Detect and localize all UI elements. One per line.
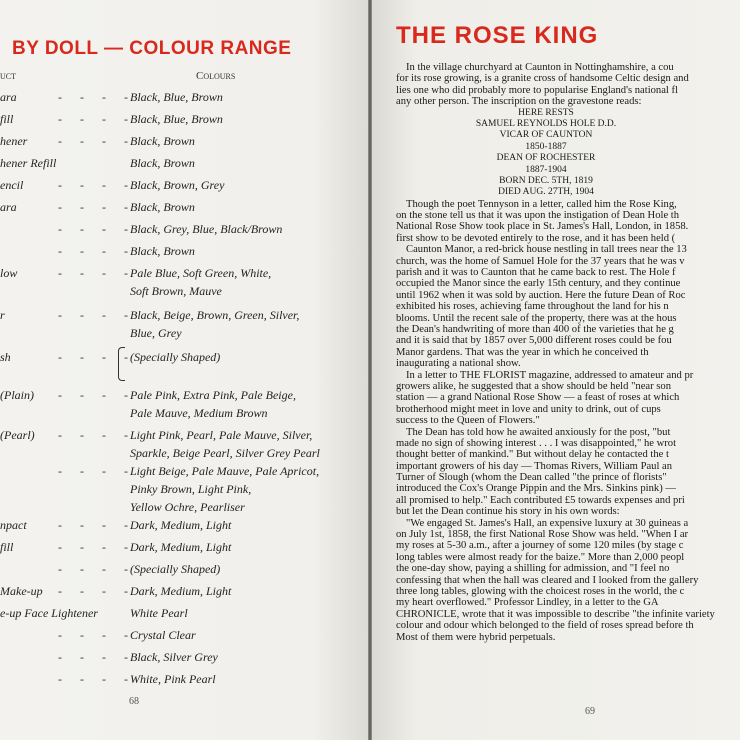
text-line: occupied the Manor since the early 15th century, and they continue xyxy=(396,278,681,290)
text-line: but let the Dean continue his story in his own words: xyxy=(396,506,620,518)
colour-list xyxy=(130,220,345,238)
colour-list xyxy=(130,538,345,556)
colour-line: Blue, Grey xyxy=(130,326,182,340)
colour-list xyxy=(130,198,345,216)
colour-list xyxy=(130,154,345,172)
product-column-header: uct xyxy=(0,70,16,82)
text-line: brotherhood might meet in love and unity to drink, out of cups xyxy=(396,403,661,415)
text-line: Most of them were hybrid perpetuals. xyxy=(396,631,556,643)
leader-dashes: - - - - xyxy=(58,200,128,214)
colour-list xyxy=(130,462,345,516)
colour-line: Black, Brown xyxy=(130,200,195,214)
leader-dashes: - - - - xyxy=(58,428,128,442)
text-line: any other person. The inscription on the gravestone reads: xyxy=(396,96,642,108)
text-line: introduced the Cox's Orange Pippin and the Mrs. Sinkins pink) — xyxy=(396,483,676,495)
leader-dashes: - - - - xyxy=(58,266,128,280)
text-line: the one-day show, paying a shilling for admission, and "I feel no xyxy=(396,563,670,575)
text-line: exhibited his roses, achieving fame throughout the land for his n xyxy=(396,301,669,313)
text-line: Caunton Manor, a red-brick house nestling in tall trees near the 13 xyxy=(406,244,687,256)
text-line: colour and odour which belonged to the field of roses spread before th xyxy=(396,620,694,632)
colour-line: White, Pink Pearl xyxy=(130,672,216,686)
text-line: for its rose growing, is a granite cross of handsome Celtic design and xyxy=(396,73,689,85)
right-page xyxy=(372,0,740,740)
product-name: fill xyxy=(0,540,14,554)
text-line: on July 1st, 1858, the first National Rose Show was held. "When I ar xyxy=(396,529,689,541)
colour-list xyxy=(130,648,345,666)
colour-line: Black, Brown xyxy=(130,134,195,148)
leader-dashes: - - - - xyxy=(58,562,128,576)
product-name: r xyxy=(0,308,5,322)
leader-dashes: - - - - xyxy=(58,584,128,598)
colour-line: Light Beige, Pale Mauve, Pale Apricot, xyxy=(130,464,320,478)
text-line: long tables were almost ready for the baize." More than 2,000 peopl xyxy=(396,551,685,563)
colour-line: Black, Brown xyxy=(130,156,195,170)
inscription-line: DIED AUG. 27TH, 1904 xyxy=(498,187,594,198)
leader-dashes: - - - - xyxy=(58,134,128,148)
colour-line: Sparkle, Beige Pearl, Silver Grey Pearl xyxy=(130,446,320,460)
colour-line: Black, Blue, Brown xyxy=(130,112,223,126)
leader-dashes: - - - - xyxy=(58,112,128,126)
colour-list xyxy=(130,426,345,462)
colour-line: Black, Blue, Brown xyxy=(130,90,223,104)
colour-line: (Specially Shaped) xyxy=(130,562,221,576)
product-name: sh xyxy=(0,350,11,364)
text-line: Manor gardens. That was the year in which he conceived th xyxy=(396,346,649,358)
leader-dashes: - - - - xyxy=(58,222,128,236)
product-name: e-up Face Lightener xyxy=(0,606,98,620)
colour-list xyxy=(130,242,345,260)
inscription-line: 1887-1904 xyxy=(525,164,567,175)
leader-dashes: - - - - xyxy=(58,90,128,104)
colour-line: Black, Silver Grey xyxy=(130,650,218,664)
colour-list xyxy=(130,604,345,622)
product-name: hener Refill xyxy=(0,156,57,170)
colour-line: Black, Grey, Blue, Black/Brown xyxy=(130,222,283,236)
text-line: all promised to help." Each contributed £5 towards expenses and pri xyxy=(396,494,685,506)
text-line: CHRONICLE, wrote that it was impossible to describe "the infinite variety xyxy=(396,608,715,620)
page-number-left: 68 xyxy=(129,696,139,707)
article-body xyxy=(396,62,740,643)
text-line: first show to be devoted entirely to the rose, and it has been held ( xyxy=(396,232,676,244)
colour-range-heading: BY DOLL — COLOUR RANGE xyxy=(12,38,292,59)
text-line: thought better of mankind." But without delay he contacted the t xyxy=(396,449,669,461)
colour-list xyxy=(130,516,345,534)
colour-line: Pale Pink, Extra Pink, Pale Beige, xyxy=(130,388,296,402)
left-page xyxy=(0,0,368,740)
text-line: National Rose Show took place in St. James's Hall, London, in 1858. xyxy=(396,221,689,233)
text-line: church, was the home of Samuel Hole for the 37 years that he was v xyxy=(396,255,685,267)
colour-line: Dark, Medium, Light xyxy=(130,584,232,598)
text-line: inaugurating a national show. xyxy=(396,358,521,370)
colour-line: Light Pink, Pearl, Pale Mauve, Silver, xyxy=(130,428,313,442)
rose-king-heading: THE ROSE KING xyxy=(396,22,599,49)
product-name: npact xyxy=(0,518,27,532)
colour-line: Pale Mauve, Medium Brown xyxy=(130,406,268,420)
colour-line: Dark, Medium, Light xyxy=(130,540,232,554)
colour-line: White Pearl xyxy=(130,606,188,620)
product-name: ara xyxy=(0,200,17,214)
inscription-line: DEAN OF ROCHESTER xyxy=(496,153,596,164)
colour-line: (Specially Shaped) xyxy=(130,350,221,364)
colour-line: Soft Brown, Mauve xyxy=(130,284,222,298)
colour-list xyxy=(130,626,345,644)
colour-list xyxy=(130,582,345,600)
text-line: made no sign of showing interest . . . I was disappointed," he wrot xyxy=(396,437,677,449)
text-line: important growers of his day — Thomas Rivers, William Paul an xyxy=(396,460,673,472)
text-line: "We engaged St. James's Hall, an expensive luxury at 30 guineas a xyxy=(406,517,689,529)
product-name: (Pearl) xyxy=(0,428,35,442)
inscription-line: BORN DEC. 5TH, 1819 xyxy=(499,175,593,186)
colour-list xyxy=(130,306,345,342)
colour-line: Yellow Ochre, Pearliser xyxy=(130,500,245,514)
colour-list xyxy=(130,264,345,300)
colour-line: Black, Beige, Brown, Green, Silver, xyxy=(130,308,300,322)
product-name: Make-up xyxy=(0,584,43,598)
text-line: In the village churchyard at Caunton in Nottinghamshire, a cou xyxy=(406,62,674,73)
text-line: and it is said that by 1857 over 5,000 different roses could be fou xyxy=(396,335,672,347)
leader-dashes: - - - - xyxy=(58,178,128,192)
text-line: lies one who did probably more to popularise England's national fl xyxy=(396,84,678,96)
leader-dashes: - - - - xyxy=(58,650,128,664)
brace-mark xyxy=(118,347,125,381)
colour-line: Crystal Clear xyxy=(130,628,196,642)
text-line: my roses at 5-30 a.m., after a journey of some 120 miles (by stage c xyxy=(396,540,684,552)
leader-dashes: - - - - xyxy=(58,350,128,364)
text-line: on the stone tell us that it was upon the instigation of Dean Hole th xyxy=(396,210,680,222)
leader-dashes: - - - - xyxy=(58,628,128,642)
colour-line: Black, Brown, Grey xyxy=(130,178,225,192)
inscription-line: HERE RESTS xyxy=(518,107,574,118)
colour-list xyxy=(130,348,345,366)
colour-line: Black, Brown xyxy=(130,244,195,258)
text-line: three long tables, glowing with the choicest roses in the world, the c xyxy=(396,585,685,597)
colour-list xyxy=(130,560,345,578)
colour-list xyxy=(130,132,345,150)
product-name: (Plain) xyxy=(0,388,34,402)
leader-dashes: - - - - xyxy=(58,244,128,258)
leader-dashes: - - - - xyxy=(58,308,128,322)
text-line: Turner of Slough (whom the Dean called "the prince of florists" xyxy=(396,472,667,484)
leader-dashes: - - - - xyxy=(58,464,128,478)
text-line: the Dean's handwriting of more than 400 of the varieties that he g xyxy=(396,323,674,335)
text-line: confessing that when the hall was cleared and I looked from the gallery xyxy=(396,574,699,586)
text-line: station — a grand National Rose Show — a feast of roses at which xyxy=(396,392,680,404)
text-line: growers alike, he suggested that a show should be held "near son xyxy=(396,380,671,392)
colour-list xyxy=(130,110,345,128)
colour-list xyxy=(130,386,345,422)
leader-dashes: - - - - xyxy=(58,518,128,532)
colour-line: Pinky Brown, Light Pink, xyxy=(130,482,252,496)
page-number-right: 69 xyxy=(585,706,595,717)
inscription-line: VICAR OF CAUNTON xyxy=(499,130,593,141)
inscription-line: SAMUEL REYNOLDS HOLE D.D. xyxy=(475,118,617,129)
leader-dashes: - - - - xyxy=(58,540,128,554)
text-line: until 1962 when it was sold by auction. Here the future Dean of Roc xyxy=(396,289,686,301)
product-name: fill xyxy=(0,112,14,126)
leader-dashes: - - - - xyxy=(58,388,128,402)
leader-dashes: - - - - xyxy=(58,672,128,686)
colour-list xyxy=(130,670,345,688)
text-line: Though the poet Tennyson in a letter, called him the Rose King, xyxy=(406,198,677,210)
text-line: parish and it was to Caunton that he came back to rest. The Hole f xyxy=(396,267,676,279)
colour-line: Pale Blue, Soft Green, White, xyxy=(130,266,272,280)
product-name: ara xyxy=(0,90,17,104)
inscription-line: 1850-1887 xyxy=(525,141,567,152)
text-line: The Dean has told how he awaited anxiously for the post, "but xyxy=(406,426,671,438)
colours-column-header: Colours xyxy=(196,70,236,82)
product-name: hener xyxy=(0,134,28,148)
colour-list xyxy=(130,176,345,194)
text-line: blooms. Until the recent sale of the property, there was at the hous xyxy=(396,312,677,324)
text-line: my heart overflowed." Professor Lindley, in a letter to the GA xyxy=(396,597,659,609)
product-name: low xyxy=(0,266,18,280)
text-line: success to the Queen of Flowers." xyxy=(396,415,540,427)
colour-line: Dark, Medium, Light xyxy=(130,518,232,532)
text-line: In a letter to THE FLORIST magazine, addressed to amateur and pr xyxy=(406,369,694,381)
product-name: encil xyxy=(0,178,24,192)
colour-list xyxy=(130,88,345,106)
